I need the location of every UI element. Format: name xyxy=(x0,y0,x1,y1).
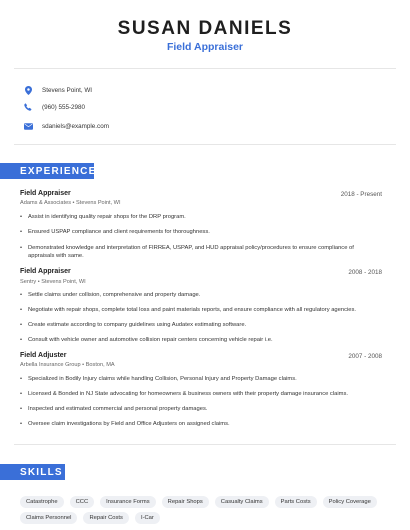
skill-chip: Parts Costs xyxy=(275,496,317,508)
skill-chip: Repair Costs xyxy=(83,512,129,524)
skill-chip: CCC xyxy=(70,496,95,508)
job-bullet: • Consult with vehicle owner and automotive collision repair centers concerning vehicle repair i.e. xyxy=(20,336,390,344)
job-bullet: • Specialized in Bodily Injury claims while handling Collision, Personal Injury and Property Damage claims. xyxy=(20,375,390,383)
contact-divider xyxy=(14,144,396,145)
experience-divider xyxy=(14,444,396,445)
job-bullet: • Inspected and estimated commercial and personal property damages. xyxy=(20,405,390,413)
skills-row xyxy=(20,512,160,524)
contact-email xyxy=(22,121,109,131)
job-company: Arbella Insurance Group • Boston, MA xyxy=(20,362,115,368)
phone-icon xyxy=(22,102,34,112)
candidate-name: SUSAN DANIELS xyxy=(117,18,293,39)
job-dates: 2007 - 2008 xyxy=(348,353,382,360)
location-pin-icon xyxy=(22,85,34,95)
location-text: Stevens Point, WI xyxy=(42,86,93,94)
skill-chip: I-Car xyxy=(135,512,160,524)
contact-phone xyxy=(22,102,85,112)
job-title: Field Appraiser xyxy=(20,190,71,197)
job-bullet: • Demonstrated knowledge and interpretation of FIRREA, USPAP, and HUD appraisal policy/procedures to ensure compliance of appraisals with same. xyxy=(20,244,365,260)
skill-chip: Casualty Claims xyxy=(215,496,269,508)
job-role: Field Appraiser xyxy=(166,41,244,53)
skill-chip: Repair Shops xyxy=(162,496,209,508)
job-bullet: • Licensed & Bonded in NJ State advocating for homeowners & business owners with their property damage insurance claims. xyxy=(20,390,390,398)
skills-heading: SKILLS xyxy=(0,464,65,480)
experience-heading: EXPERIENCE xyxy=(0,163,94,179)
job-bullet: • Ensured USPAP compliance and client requirements for thoroughness. xyxy=(20,228,390,236)
job-title: Field Appraiser xyxy=(20,268,71,275)
job-dates: 2018 - Present xyxy=(340,191,382,198)
job-title: Field Adjuster xyxy=(20,352,67,359)
phone-text: (960) 555-2980 xyxy=(42,103,86,111)
job-company: Adams & Associates • Stevens Point, WI xyxy=(20,200,121,206)
skill-chip: Claims Personnel xyxy=(20,512,77,524)
job-bullet: • Assist in identifying quality repair shops for the DRP program. xyxy=(20,213,390,221)
skill-chip: Policy Coverage xyxy=(323,496,377,508)
job-bullet: • Oversee claim investigations by Field and Office Adjusters on assigned claims. xyxy=(20,420,390,428)
email-text: sdaniels@example.com xyxy=(42,122,109,130)
job-bullet: • Negotiate with repair shops, complete total loss and paint materials reports, and ensure compliance with all regulatory agencies. xyxy=(20,306,390,314)
skills-row xyxy=(20,496,377,508)
email-icon xyxy=(22,121,34,131)
job-bullet: • Create estimate according to company guidelines using Audatex estimating software. xyxy=(20,321,390,329)
contact-location xyxy=(22,85,92,95)
skill-chip: Catastrophe xyxy=(20,496,64,508)
header-divider xyxy=(14,68,396,69)
job-bullet: • Settle claims under collision, comprehensive and property damage. xyxy=(20,291,390,299)
job-dates: 2008 - 2018 xyxy=(348,269,382,276)
skill-chip: Insurance Forms xyxy=(100,496,156,508)
job-company: Sentry • Stevens Point, WI xyxy=(20,279,86,285)
